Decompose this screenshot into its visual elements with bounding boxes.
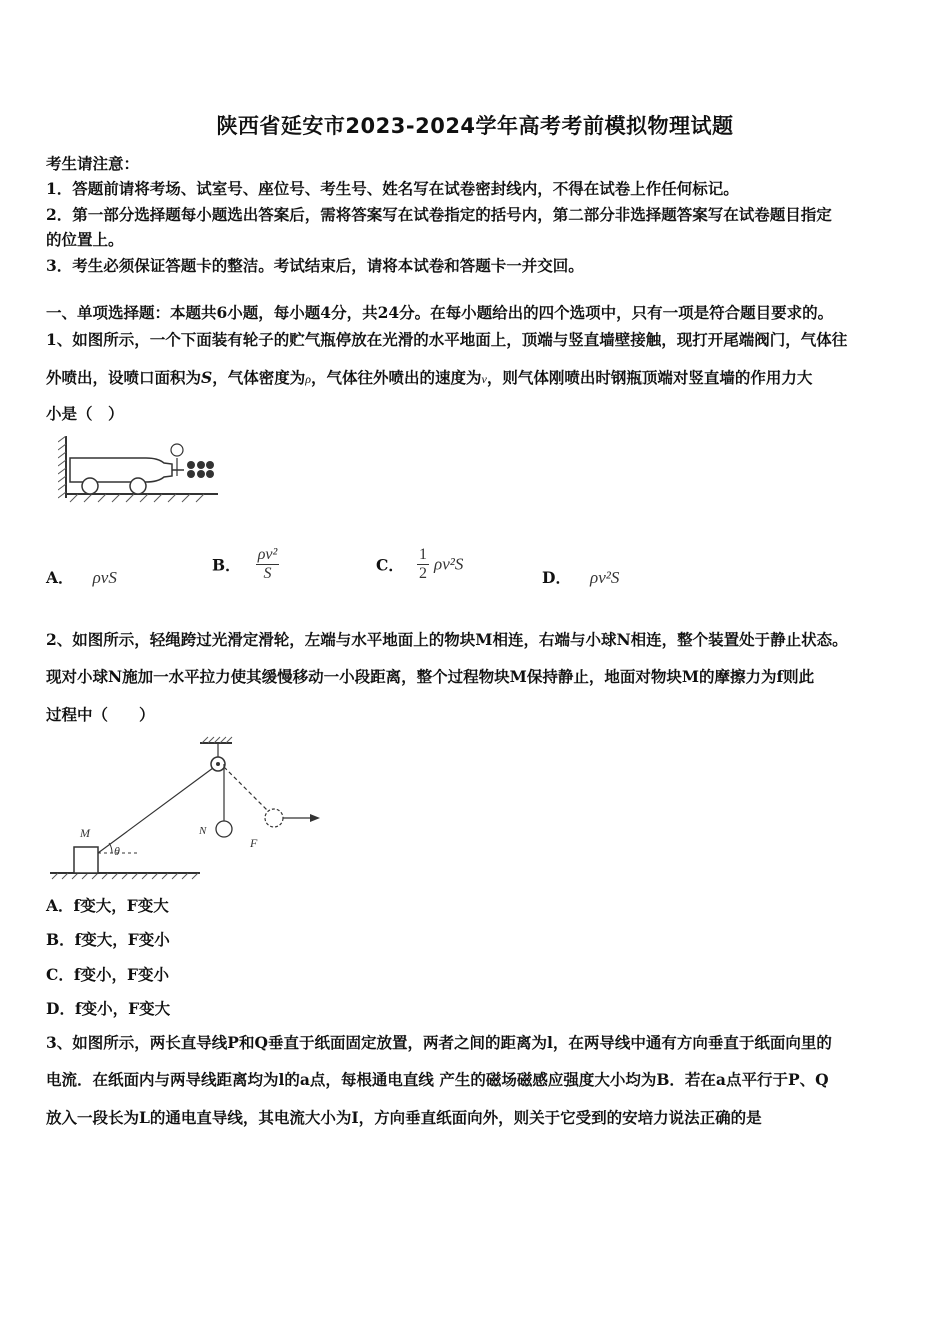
label-n: N — [199, 825, 207, 837]
q3-line1: 3、如图所示，两长直导线P和Q垂直于纸面固定放置，两者之间的距离为l，在两导线中通有方向垂直于纸面向里的 — [46, 1033, 832, 1052]
notice-item-3: 3．考生必须保证答题卡的整洁。考试结束后，请将本试卷和答题卡一并交回。 — [46, 256, 584, 275]
notice-heading: 考生请注意： — [46, 154, 140, 173]
notice-item-2: 2．第一部分选择题每小题选出答案后，需将答案写在试卷指定的括号内，第二部分非选择题答案写在试卷题目指定 — [46, 205, 832, 224]
q2-line2: 现对小球N施加一水平拉力使其缓慢移动一小段距离，整个过程物块M保持静止，地面对物块M的摩擦力为f则此 — [46, 667, 815, 686]
q1-line1: 1、如图所示，一个下面装有轮子的贮气瓶停放在光滑的水平地面上，顶端与竖直墙壁接触，现打开尾端阀门，气体往 — [46, 330, 848, 349]
q2-option-b[interactable]: B．f变大，F变小 — [46, 930, 170, 949]
label-m: M — [80, 826, 90, 840]
q1-option-d[interactable]: D． ρv²S — [542, 568, 620, 587]
q2-option-d[interactable]: D．f变小，F变大 — [46, 999, 171, 1018]
q2-line1: 2、如图所示，轻绳跨过光滑定滑轮，左端与水平地面上的物块M相连，右端与小球N相连，整个装置处于静止状态。 — [46, 630, 848, 649]
q2-figure-pulley — [48, 735, 323, 883]
q1-option-b[interactable]: B． $\frac{\text{ρv²}}{S}$ — [212, 546, 278, 582]
q2-option-a[interactable]: A．f变大，F变大 — [46, 896, 169, 915]
q2-option-c[interactable]: C．f变小，F变小 — [46, 965, 170, 984]
label-theta: θ — [114, 844, 120, 858]
q3-line2: 电流．在纸面内与两导线距离均为l的a点，每根通电直线 产生的磁场磁感应强度大小均为B．若在a点平行于P、Q — [46, 1070, 829, 1089]
q3-line3: 放入一段长为L的通电直导线，其电流大小为I，方向垂直纸面向外，则关于它受到的安培力说法正确的是 — [46, 1108, 762, 1127]
label-f: F — [250, 836, 258, 850]
section-heading: 一、单项选择题：本题共6小题，每小题4分，共24分。在每小题给出的四个选项中，只有一项是符合题目要求的。 — [46, 303, 834, 322]
notice-item-2-cont: 的位置上。 — [46, 230, 124, 249]
page-title: 陕西省延安市2023-2024学年高考考前模拟物理试题 — [216, 114, 734, 138]
q1-option-a[interactable]: A． ρvS — [46, 568, 117, 587]
q2-line3: 过程中（ ） — [46, 705, 155, 724]
q1-line3: 小是（ ） — [46, 404, 124, 423]
q1-option-c[interactable]: C． $\frac{1}{2}$ ρv²S — [376, 546, 464, 582]
q1-figure-gas-cylinder — [58, 436, 228, 506]
q1-line2: 外喷出，设喷口面积为S，气体密度为ρ，气体往外喷出的速度为v，则气体刚喷出时钢瓶顶端对竖直墙的作用力大 — [46, 368, 813, 387]
notice-item-1: 1．答题前请将考场、试室号、座位号、考生号、姓名写在试卷密封线内，不得在试卷上作任何标记。 — [46, 179, 739, 198]
